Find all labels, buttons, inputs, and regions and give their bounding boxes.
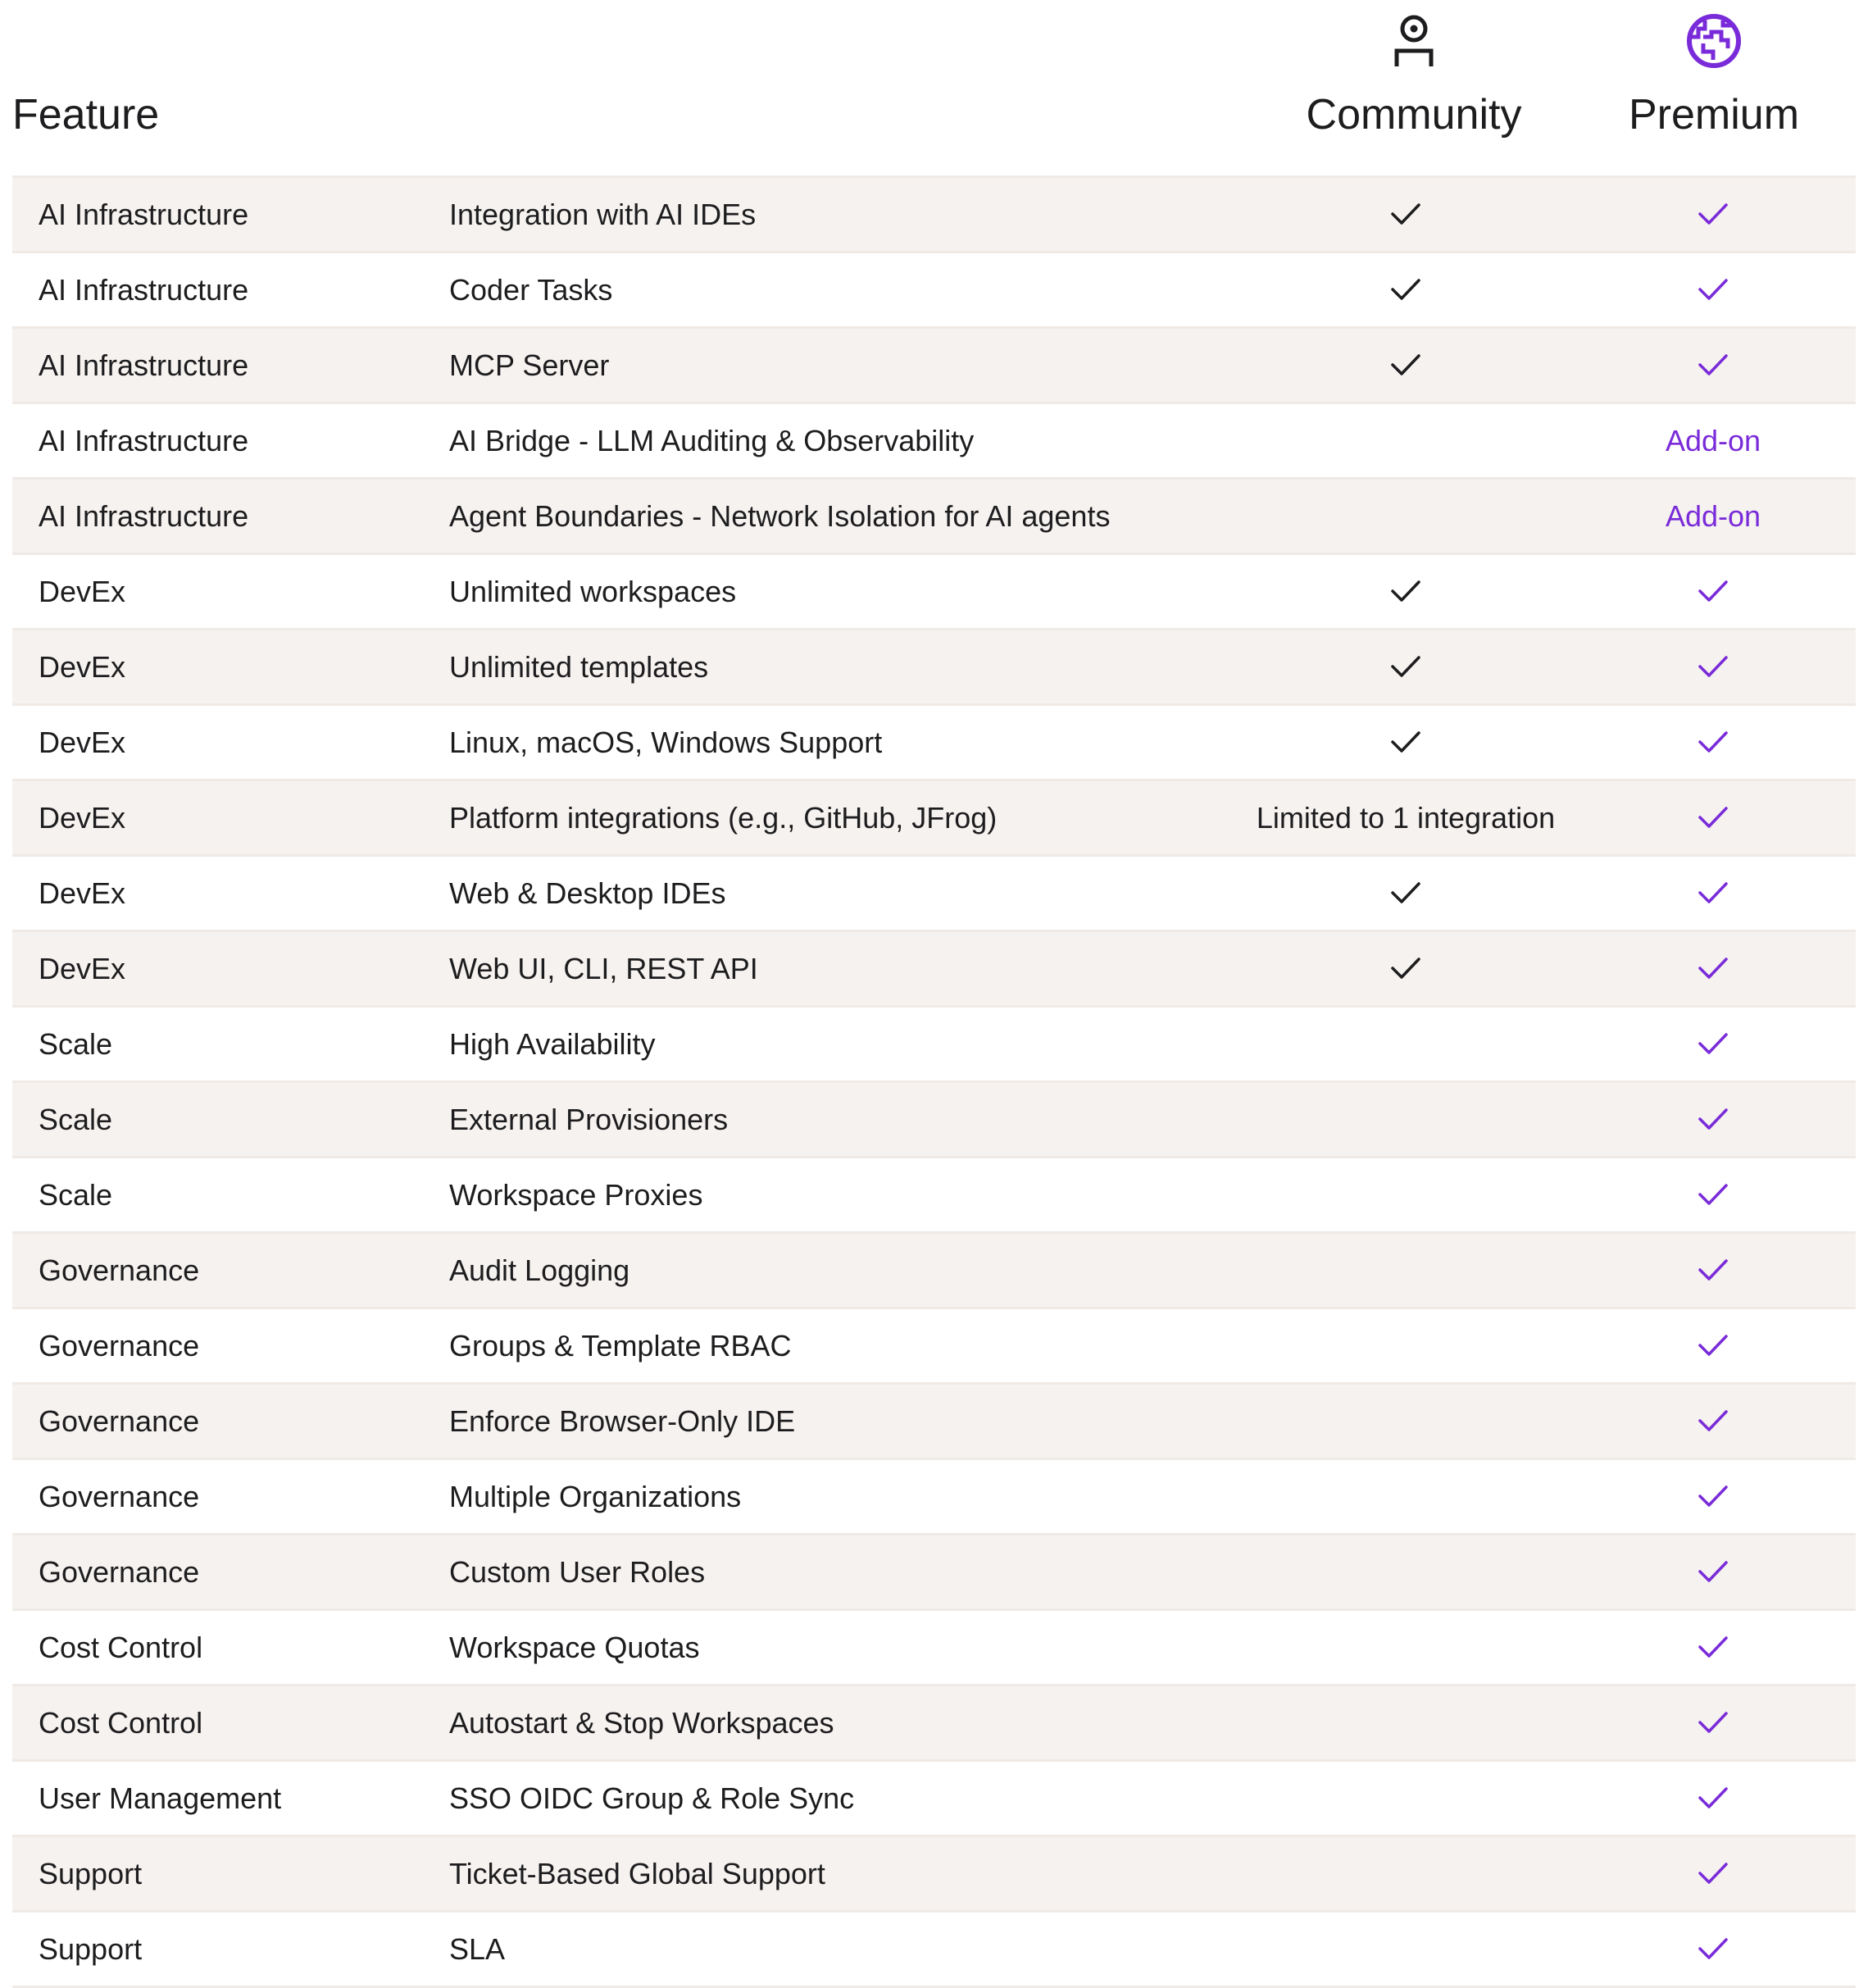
feature-cell: Multiple Organizations (449, 1480, 742, 1513)
community-cell (1229, 404, 1582, 477)
category-cell: Scale (39, 1178, 113, 1212)
feature-cell: Workspace Proxies (449, 1178, 703, 1212)
check-icon (1698, 1635, 1729, 1659)
check-icon (1698, 353, 1729, 377)
table-row (12, 1460, 1856, 1535)
feature-cell: Integration with AI IDEs (449, 198, 757, 231)
feature-cell: Audit Logging (449, 1253, 630, 1287)
check-icon (1698, 805, 1729, 830)
check-icon (1698, 579, 1729, 603)
feature-cell: Autostart & Stop Workspaces (449, 1706, 834, 1740)
premium-cell (1537, 1762, 1868, 1835)
table-row (12, 555, 1856, 630)
community-cell (1229, 253, 1582, 326)
check-icon (1698, 202, 1729, 226)
check-icon (1698, 880, 1729, 905)
check-icon (1390, 730, 1421, 754)
check-icon (1698, 1484, 1729, 1508)
community-cell (1229, 555, 1582, 628)
check-icon (1698, 1936, 1729, 1961)
community-cell (1229, 706, 1582, 779)
community-cell (1229, 480, 1582, 553)
category-cell: Governance (39, 1329, 200, 1362)
category-cell: DevEx (39, 801, 126, 835)
premium-cell (1537, 630, 1868, 703)
premium-cell (1537, 1309, 1868, 1382)
community-cell (1229, 1837, 1582, 1910)
category-cell: Governance (39, 1555, 200, 1589)
community-cell (1229, 329, 1582, 402)
premium-cell (1537, 555, 1868, 628)
feature-cell: Agent Boundaries - Network Isolation for AI agents (449, 499, 1111, 533)
category-cell: Cost Control (39, 1631, 203, 1664)
feature-cell: High Availability (449, 1027, 656, 1061)
category-cell: User Management (39, 1781, 282, 1815)
feature-cell: Coder Tasks (449, 273, 613, 307)
table-row (12, 1083, 1856, 1158)
community-cell (1229, 1535, 1582, 1608)
table-row (12, 1234, 1856, 1309)
category-cell: DevEx (39, 726, 126, 759)
community-cell (1229, 630, 1582, 703)
premium-cell (1537, 1611, 1868, 1684)
premium-cell (1537, 706, 1868, 779)
community-cell (1229, 1460, 1582, 1533)
check-icon (1698, 956, 1729, 980)
table-row (12, 1913, 1856, 1988)
check-icon (1698, 1408, 1729, 1433)
community-cell (1229, 1234, 1582, 1307)
community-limit-text: Limited to 1 integration (1256, 801, 1556, 835)
category-cell: AI Infrastructure (39, 348, 249, 382)
feature-cell: External Provisioners (449, 1103, 729, 1136)
feature-cell: Ticket-Based Global Support (449, 1857, 825, 1890)
table-row (12, 404, 1856, 480)
premium-cell (1537, 404, 1868, 477)
table-row (12, 1385, 1856, 1460)
feature-cell: SSO OIDC Group & Role Sync (449, 1781, 855, 1815)
premium-cell (1537, 1158, 1868, 1231)
premium-cell (1537, 932, 1868, 1005)
globe-badge-icon (1685, 12, 1743, 70)
premium-cell (1537, 1083, 1868, 1156)
table-row (12, 253, 1856, 329)
check-icon (1390, 654, 1421, 679)
check-icon (1390, 202, 1421, 226)
premium-cell (1537, 178, 1868, 251)
premium-cell (1537, 1837, 1868, 1910)
premium-plan-header (1542, 8, 1868, 141)
check-icon (1698, 1559, 1729, 1584)
category-cell: Scale (39, 1103, 113, 1136)
feature-cell: Enforce Browser-Only IDE (449, 1404, 796, 1438)
category-cell: DevEx (39, 952, 126, 985)
table-row (12, 932, 1856, 1008)
table-row (12, 1535, 1856, 1611)
category-cell: Governance (39, 1404, 200, 1438)
table-row (12, 1837, 1856, 1913)
category-cell: Support (39, 1932, 143, 1966)
table-row (12, 706, 1856, 781)
category-cell: Support (39, 1857, 143, 1890)
category-cell: AI Infrastructure (39, 198, 249, 231)
check-icon (1698, 1182, 1729, 1207)
feature-cell: MCP Server (449, 348, 610, 382)
community-cell (1229, 1083, 1582, 1156)
premium-cell (1537, 329, 1868, 402)
check-icon (1390, 579, 1421, 603)
community-plan-name: Community (1306, 91, 1522, 139)
premium-cell (1537, 1234, 1868, 1307)
community-cell (1229, 1008, 1582, 1080)
check-icon (1698, 654, 1729, 679)
addon-label: Add-on (1665, 499, 1761, 533)
table-row (12, 1008, 1856, 1083)
premium-cell (1537, 480, 1868, 553)
community-cell (1229, 932, 1582, 1005)
table-body (12, 175, 1856, 1988)
community-cell (1229, 178, 1582, 251)
premium-cell (1537, 1460, 1868, 1533)
table-row (12, 1686, 1856, 1762)
category-cell: DevEx (39, 650, 126, 684)
premium-cell (1537, 253, 1868, 326)
addon-label: Add-on (1665, 424, 1761, 457)
category-cell: AI Infrastructure (39, 424, 249, 457)
feature-cell: Custom User Roles (449, 1555, 706, 1589)
premium-cell (1537, 1535, 1868, 1608)
feature-cell: Unlimited templates (449, 650, 709, 684)
table-row (12, 178, 1856, 253)
category-cell: AI Infrastructure (39, 499, 249, 533)
community-cell (1229, 1158, 1582, 1231)
community-cell (1229, 857, 1582, 930)
category-cell: DevEx (39, 876, 126, 910)
check-icon (1698, 1861, 1729, 1886)
table-row (12, 1762, 1856, 1837)
feature-column-title: Feature (12, 91, 160, 139)
feature-cell: Platform integrations (e.g., GitHub, JFrog) (449, 801, 998, 835)
feature-comparison-table (12, 0, 1856, 1988)
table-row (12, 329, 1856, 404)
feature-cell: AI Bridge - LLM Auditing & Observability (449, 424, 975, 457)
check-icon (1698, 1107, 1729, 1131)
feature-cell: Web UI, CLI, REST API (449, 952, 758, 985)
table-row (12, 1158, 1856, 1234)
check-icon (1698, 1258, 1729, 1282)
person-icon (1385, 12, 1443, 70)
community-cell (1229, 1309, 1582, 1382)
community-cell (1229, 1385, 1582, 1458)
check-icon (1390, 956, 1421, 980)
feature-cell: Unlimited workspaces (449, 575, 737, 608)
check-icon (1390, 880, 1421, 905)
feature-cell: Web & Desktop IDEs (449, 876, 726, 910)
premium-cell (1537, 857, 1868, 930)
community-cell (1229, 1762, 1582, 1835)
feature-cell: Workspace Quotas (449, 1631, 700, 1664)
check-icon (1698, 1333, 1729, 1358)
premium-cell (1537, 1686, 1868, 1759)
category-cell: DevEx (39, 575, 126, 608)
premium-plan-name: Premium (1628, 91, 1800, 139)
check-icon (1390, 353, 1421, 377)
community-cell (1229, 1611, 1582, 1684)
table-row (12, 480, 1856, 555)
category-cell: Scale (39, 1027, 113, 1061)
table-row (12, 1309, 1856, 1385)
category-cell: Governance (39, 1480, 200, 1513)
feature-cell: Linux, macOS, Windows Support (449, 726, 883, 759)
check-icon (1698, 1786, 1729, 1810)
table-row (12, 630, 1856, 706)
category-cell: Governance (39, 1253, 200, 1287)
check-icon (1698, 1031, 1729, 1056)
table-row (12, 1611, 1856, 1686)
premium-cell (1537, 1008, 1868, 1080)
feature-cell: SLA (449, 1932, 506, 1966)
category-cell: Cost Control (39, 1706, 203, 1740)
premium-cell (1537, 1913, 1868, 1986)
community-cell (1229, 1686, 1582, 1759)
community-cell (1229, 781, 1582, 854)
check-icon (1390, 277, 1421, 302)
category-cell: AI Infrastructure (39, 273, 249, 307)
premium-cell (1537, 1385, 1868, 1458)
community-plan-header (1242, 8, 1586, 141)
table-row (12, 781, 1856, 857)
table-header (12, 0, 1856, 175)
check-icon (1698, 1710, 1729, 1735)
community-cell (1229, 1913, 1582, 1986)
check-icon (1698, 730, 1729, 754)
premium-cell (1537, 781, 1868, 854)
feature-cell: Groups & Template RBAC (449, 1329, 792, 1362)
table-row (12, 857, 1856, 932)
check-icon (1698, 277, 1729, 302)
